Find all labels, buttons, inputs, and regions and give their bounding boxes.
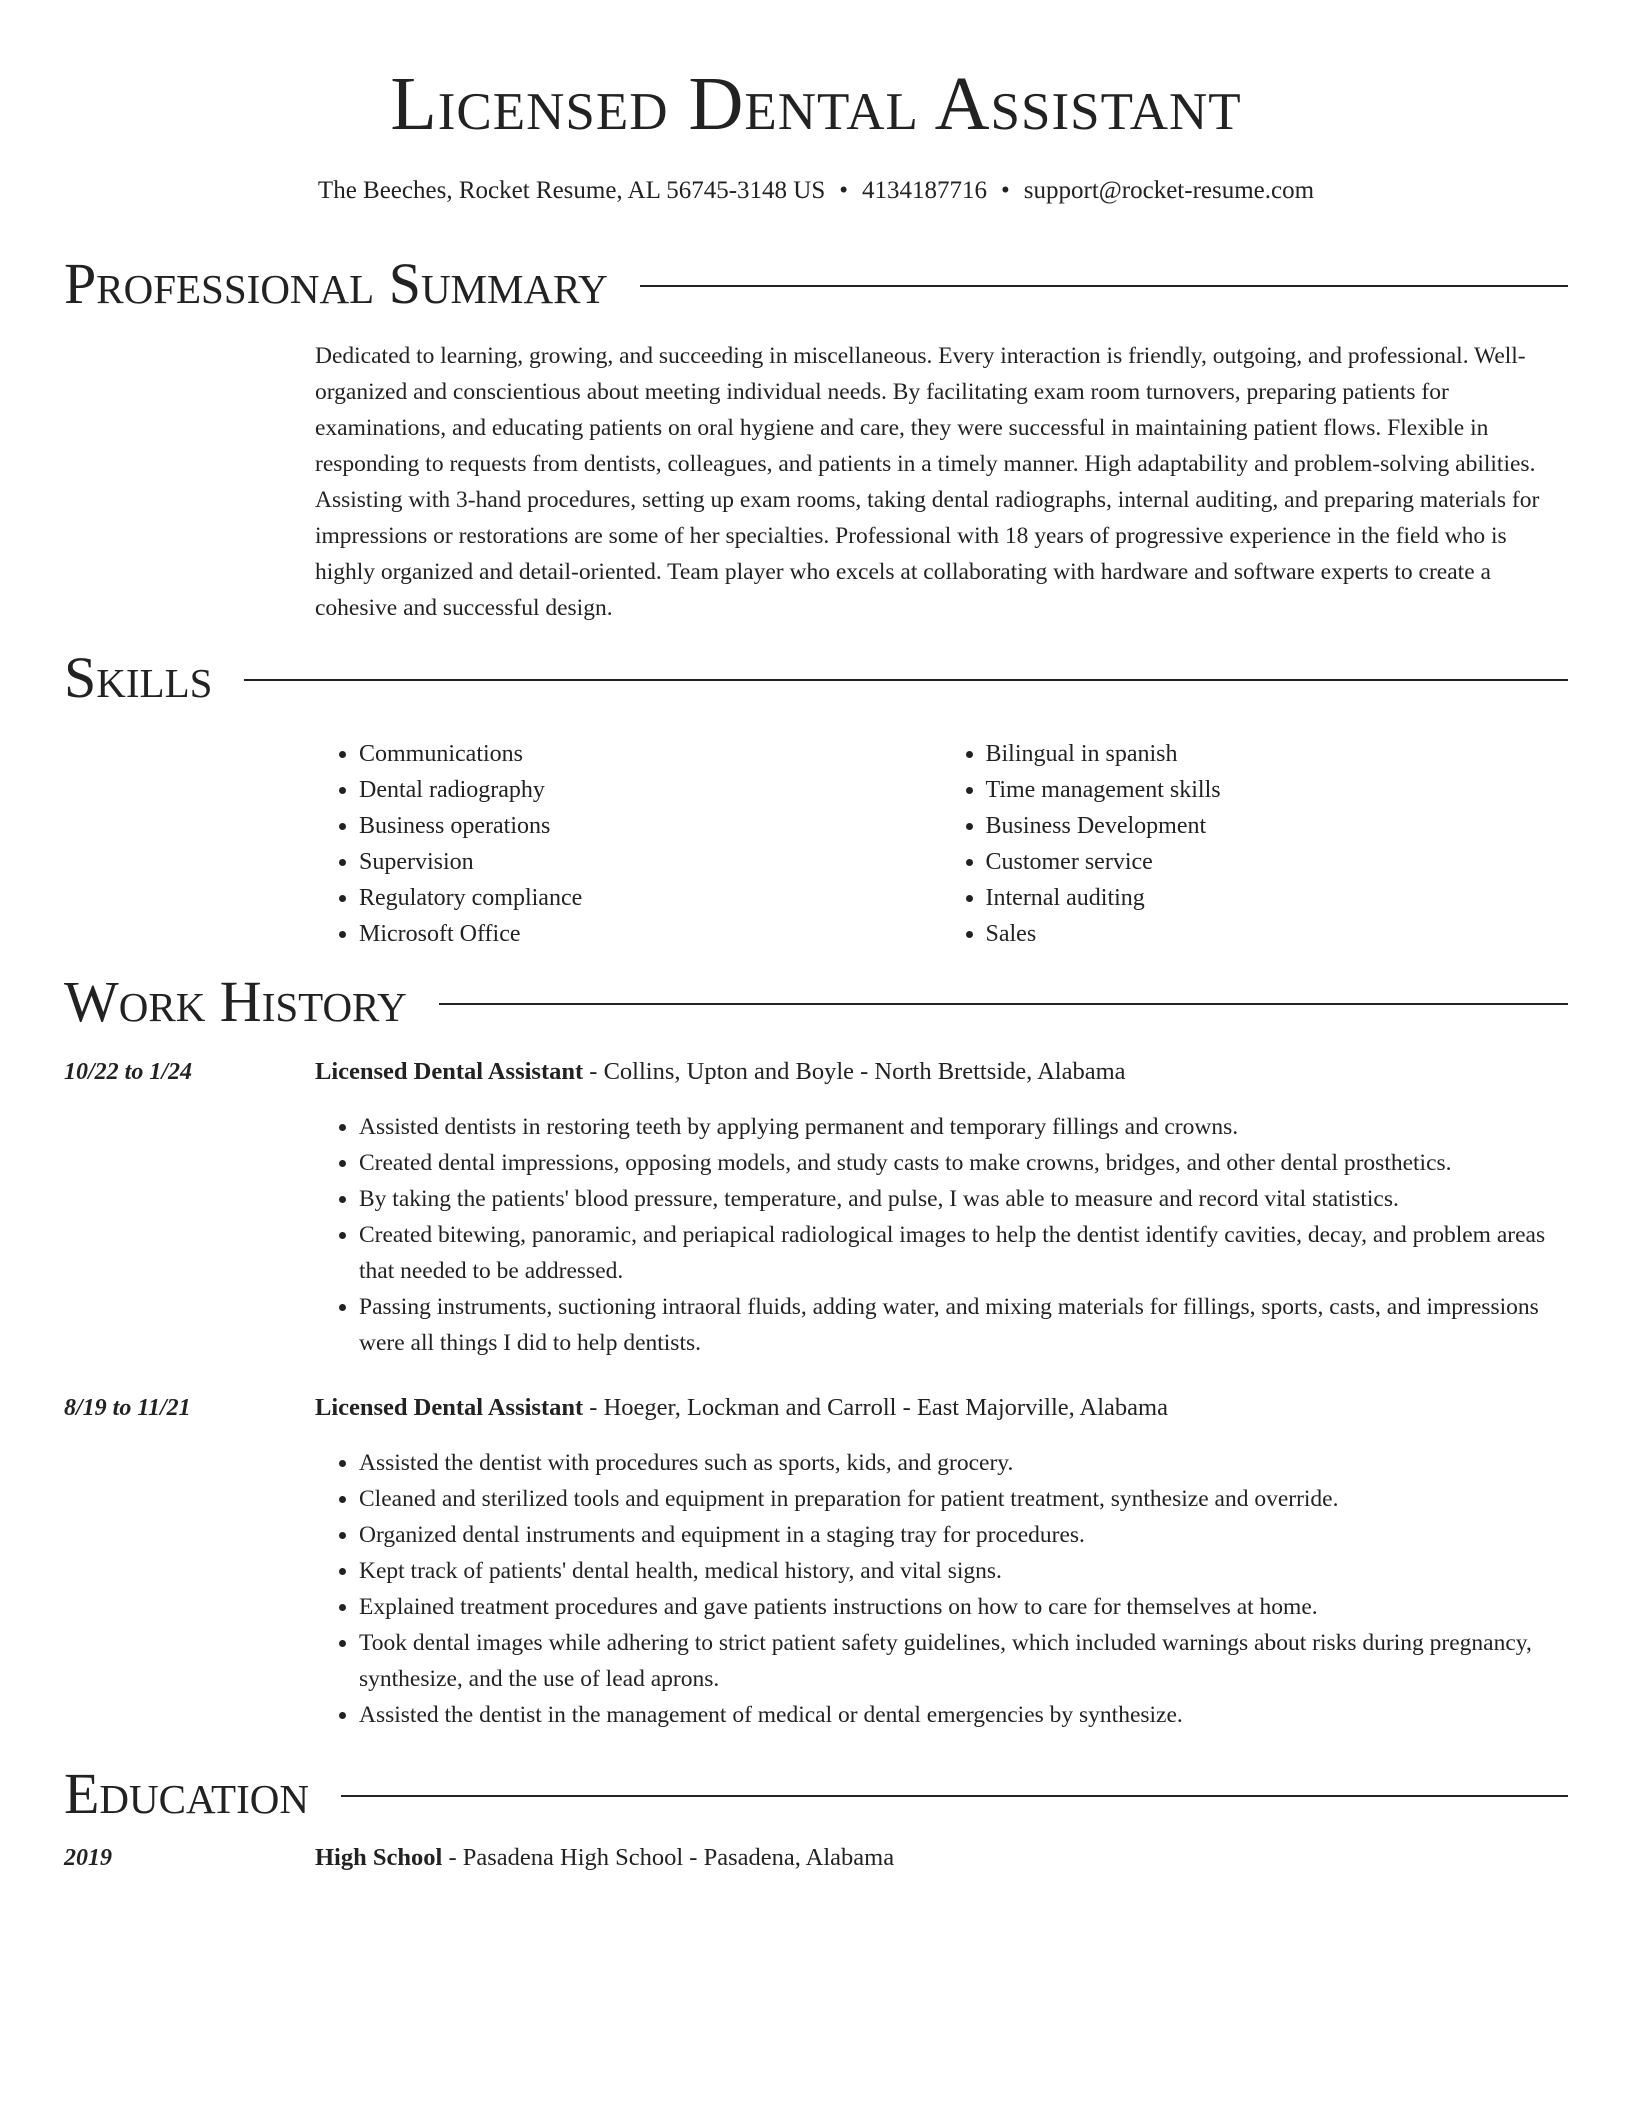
skill-item: • Business Development [986,808,1569,844]
work-bullets [315,1445,1568,1733]
work-bullet: • By taking the patients' blood pressure, temperature, and pulse, I was able to measure and record vital statistics. [359,1181,1568,1217]
work-bullet: • Created bitewing, panoramic, and periapical radiological images to help the dentist identify cavities, decay, and problem areas that needed to be addressed. [359,1217,1568,1289]
skill-item: • Regulatory compliance [359,880,942,916]
work-date: 10/22 to 1/24 [64,1059,193,1085]
contact-separator: • [1001,177,1010,204]
skills-list [315,736,1568,952]
skill-item: • Time management skills [986,772,1569,808]
work-bullets [315,1109,1568,1361]
skill-item: • Supervision [359,844,942,880]
skill-item: • Internal auditing [986,880,1569,916]
section-header-summary [64,252,1568,316]
section-divider [439,1003,1568,1005]
skill-item: • Communications [359,736,942,772]
summary-paragraph: Dedicated to learning, growing, and succeeding in miscellaneous. Every interaction is friendly, outgoing, and professional. Well-organized and conscientious about meeting individual needs. By facilitating exam room turnovers, preparing patients for examinations, and educating patients on oral hygiene and care, they were successful in maintaining patient flows. Flexible in responding to requests from dentists, colleagues, and patients in a timely manner. High adaptability and problem-solving abilities. Assisting with 3-hand procedures, setting up exam rooms, taking dental radiographs, internal auditing, and preparing materials for impressions or restorations are some of her specialties. Professional with 18 years of progressive experience in the field who is highly organized and detail-oriented. Team player who excels at collaborating with hardware and software experts to create a cohesive and successful design. [315,343,1540,621]
work-bullet: • Organized dental instruments and equipment in a staging tray for procedures. [359,1517,1568,1553]
education-heading [315,1841,894,1875]
work-heading [315,1055,1126,1089]
work-role: Licensed Dental Assistant [315,1058,584,1085]
work-employer: - Hoeger, Lockman and Carroll - East Majorville, Alabama [583,1394,1168,1421]
skill-item: • Sales [986,916,1569,952]
contact-email: support@rocket-resume.com [1023,177,1315,204]
education-degree: High School [315,1844,443,1871]
skill-item: • Microsoft Office [359,916,942,952]
skill-item: • Customer service [986,844,1569,880]
skill-item: • Business operations [359,808,942,844]
contact-line [0,174,1632,208]
work-bullet: • Created dental impressions, opposing models, and study casts to make crowns, bridges, and other dental prosthetics. [359,1145,1568,1181]
section-header-education [64,1762,1568,1826]
work-heading [315,1391,1168,1425]
work-bullet: • Cleaned and sterilized tools and equipment in preparation for patient treatment, synthesize and override. [359,1481,1568,1517]
work-bullet: • Assisted the dentist in the management of medical or dental emergencies by synthesize. [359,1697,1568,1733]
section-divider [640,285,1568,287]
work-bullet: • Passing instruments, suctioning intraoral fluids, adding water, and mixing materials for fillings, sports, casts, and impressions were all things I did to help dentists. [359,1289,1568,1361]
section-title-skills: Skills [64,645,213,710]
education-school: - Pasadena High School - Pasadena, Alabama [442,1844,895,1871]
work-employer: - Collins, Upton and Boyle - North Brettside, Alabama [583,1058,1126,1085]
skill-item: • Bilingual in spanish [986,736,1569,772]
education-date: 2019 [64,1845,112,1871]
contact-separator: • [839,177,848,204]
skill-item: • Dental radiography [359,772,942,808]
work-bullet: • Assisted dentists in restoring teeth by applying permanent and temporary fillings and crowns. [359,1109,1568,1145]
work-bullet: • Took dental images while adhering to strict patient safety guidelines, which included warnings about risks during pregnancy, synthesize, and the use of lead aprons. [359,1625,1568,1697]
section-divider [244,679,1568,681]
skills-column-left [315,736,942,952]
section-title-education: Education [64,1761,309,1826]
section-divider [341,1795,1568,1797]
skills-column-right [942,736,1569,952]
section-header-skills [64,646,1568,710]
section-title-summary: Professional Summary [64,251,608,316]
section-title-work: Work History [64,969,407,1034]
work-bullet: • Kept track of patients' dental health, medical history, and vital signs. [359,1553,1568,1589]
work-bullet: • Assisted the dentist with procedures such as sports, kids, and grocery. [359,1445,1568,1481]
contact-address: The Beeches, Rocket Resume, AL 56745-3148 US [317,177,826,204]
work-date: 8/19 to 11/21 [64,1395,191,1421]
work-role: Licensed Dental Assistant [315,1394,584,1421]
work-bullet: • Explained treatment procedures and gave patients instructions on how to care for themselves at home. [359,1589,1568,1625]
resume-name-title: Licensed Dental Assistant [390,62,1242,146]
contact-phone: 4134187716 [862,177,987,204]
section-header-work [64,970,1568,1034]
